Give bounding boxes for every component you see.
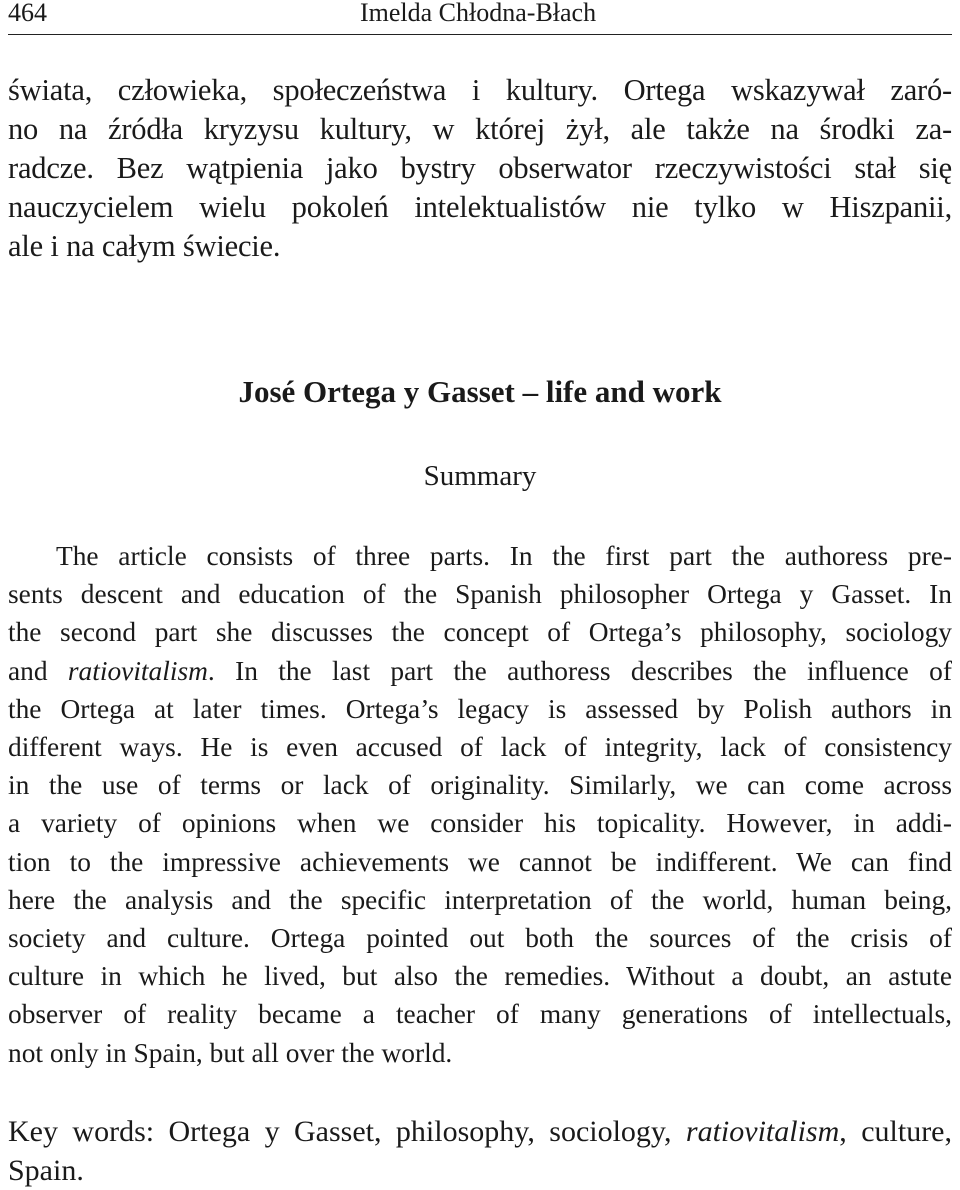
summary-line: different ways. He is even accused of lack of integrity, lack of consistency bbox=[8, 732, 952, 763]
summary-line: tion to the impressive achievements we cannot be indifferent. We can find bbox=[8, 846, 952, 877]
running-head-author: Imelda Chłodna-Błach bbox=[360, 0, 597, 27]
summary-text: . In the last part the authoress describes the influence of bbox=[207, 655, 952, 686]
polish-line: ale i na całym świecie. bbox=[8, 229, 281, 263]
italic-term: ratiovitalism bbox=[67, 655, 208, 686]
summary-line: here the analysis and the specific interpretation of the world, human being, bbox=[8, 884, 952, 915]
summary-line: sents descent and education of the Spanish philosopher Ortega y Gasset. In bbox=[8, 579, 952, 610]
summary-line: in the use of terms or lack of originality. Similarly, we can come across bbox=[8, 770, 952, 801]
keywords-text: Key words: Ortega y Gasset, philosophy, sociology, bbox=[8, 1115, 686, 1148]
polish-line: radcze. Bez wątpienia jako bystry obserwator rzeczywistości stał się bbox=[8, 151, 952, 185]
page-number: 464 bbox=[8, 0, 47, 27]
summary-line: a variety of opinions when we consider his topicality. However, in addi- bbox=[8, 808, 952, 839]
summary-line-with-italic bbox=[8, 652, 952, 690]
keywords bbox=[8, 1112, 952, 1190]
polish-paragraph bbox=[8, 71, 952, 266]
article-title: José Ortega y Gasset – life and work bbox=[238, 374, 722, 409]
summary-paragraph bbox=[8, 537, 952, 1072]
summary-line: society and culture. Ortega pointed out both the sources of the crisis of bbox=[8, 923, 952, 954]
summary-line: culture in which he lived, but also the remedies. Without a doubt, an astute bbox=[8, 961, 952, 992]
summary-line: not only in Spain, but all over the world. bbox=[8, 1037, 453, 1068]
keywords-text: , culture, bbox=[839, 1115, 952, 1148]
page-header bbox=[8, 0, 952, 35]
section-heading: Summary bbox=[423, 460, 537, 492]
summary-line: the second part she discusses the concept of Ortega’s philosophy, sociology bbox=[8, 617, 952, 648]
summary-line: The article consists of three parts. In the first part the authoress pre- bbox=[56, 541, 952, 571]
keyword-italic-term: ratiovitalism bbox=[685, 1115, 840, 1148]
polish-line: świata, człowieka, społeczeństwa i kultury. Ortega wskazywał zaró- bbox=[8, 73, 952, 107]
keywords-line: Spain. bbox=[8, 1154, 84, 1187]
summary-line: observer of reality became a teacher of many generations of intellectuals, bbox=[8, 999, 952, 1030]
summary-text: and bbox=[8, 655, 68, 686]
polish-line: nauczycielem wielu pokoleń intelektualistów nie tylko w Hiszpanii, bbox=[8, 190, 952, 224]
summary-line: the Ortega at later times. Ortega’s legacy is assessed by Polish authors in bbox=[8, 693, 952, 724]
keywords-line bbox=[8, 1112, 952, 1151]
polish-line: no na źródła kryzysu kultury, w której żył, ale także na środki za- bbox=[8, 112, 952, 146]
